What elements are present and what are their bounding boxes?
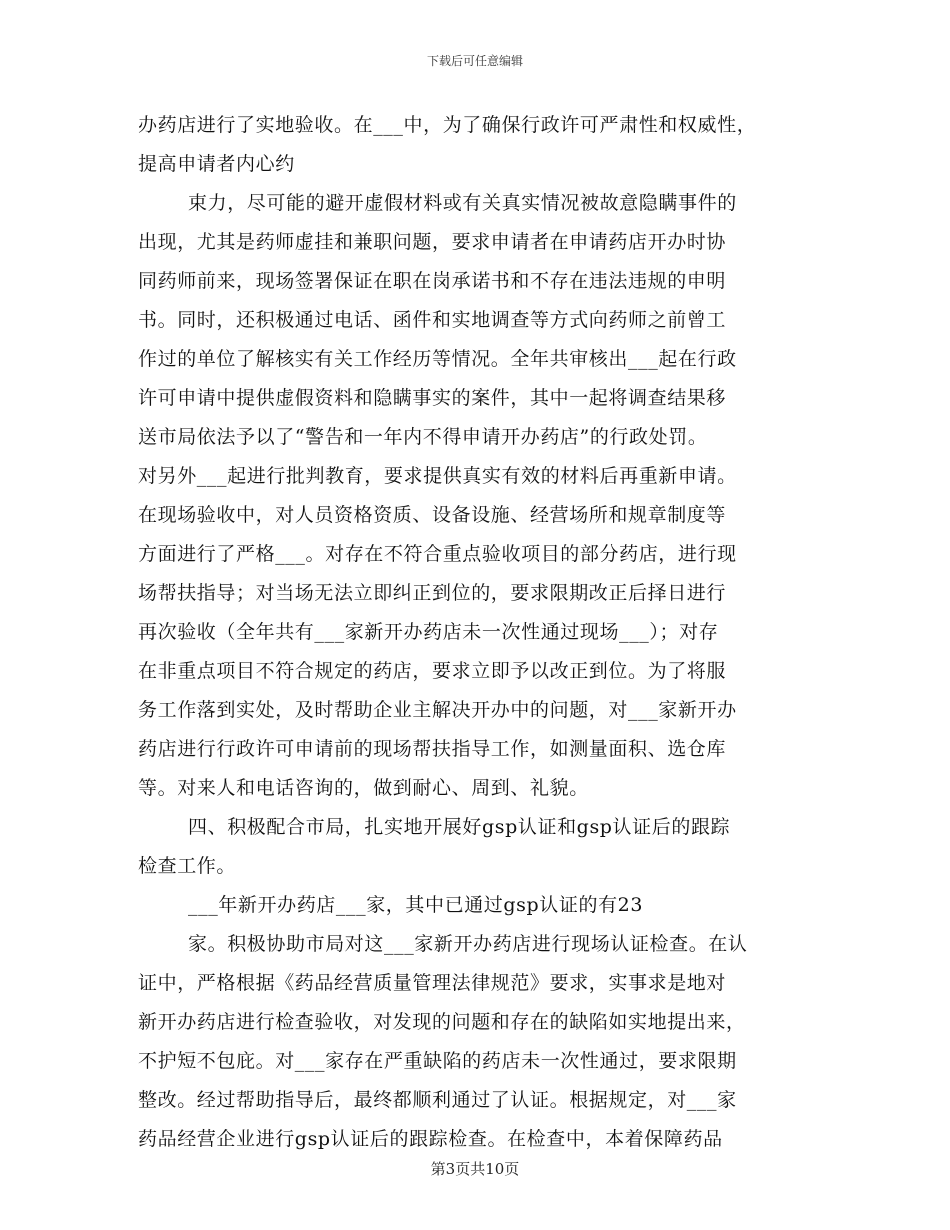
text-line: 书。同时，还积极通过电话、函件和实地调查等方式向药师之前曾工 xyxy=(138,309,727,331)
text-line: 药品经营企业进行gsp认证后的跟踪检查。在检查中，本着保障药品 xyxy=(138,1128,723,1150)
page-header: 下载后可任意编辑 xyxy=(426,54,523,68)
text-line: 新开办药店进行检查验收，对发现的问题和存在的缺陷如实地提出来， xyxy=(138,1011,746,1033)
text-line: 同药师前来，现场签署保证在职在岗承诺书和不存在违法违规的申明 xyxy=(138,270,727,292)
text-line: 整改。经过帮助指导后，最终都顺利通过了认证。根据规定，对___家 xyxy=(138,1089,737,1111)
text-line: 证中，严格根据《药品经营质量管理法律规范》要求，实事求是地对 xyxy=(138,972,727,994)
text-line: 办药店进行了实地验收。在___中，为了确保行政许可严肃性和权威性， xyxy=(138,114,757,136)
text-line: ___年新开办药店___家，其中已通过gsp认证的有23 xyxy=(188,894,644,916)
text-line: 务工作落到实处，及时帮助企业主解决开办中的问题，对___家新开办 xyxy=(138,699,737,721)
text-line: 作过的单位了解核实有关工作经历等情况。全年共审核出___起在行政 xyxy=(138,348,737,370)
document-body xyxy=(138,106,818,1159)
text-line: 出现，尤其是药师虚挂和兼职问题，要求申请者在申请药店开办时协 xyxy=(138,231,727,253)
text-line: 检查工作。 xyxy=(138,855,237,877)
text-line: 束力，尽可能的避开虚假材料或有关真实情况被故意隐瞒事件的 xyxy=(188,192,737,214)
text-line: 许可申请中提供虚假资料和隐瞒事实的案件，其中一起将调查结果移 xyxy=(138,387,727,409)
text-line: 方面进行了严格___。对存在不符合重点验收项目的部分药店，进行现 xyxy=(138,543,737,565)
text-line: 药店进行行政许可申请前的现场帮扶指导工作，如测量面积、选仓库 xyxy=(138,738,727,760)
text-line: 对另外___起进行批判教育，要求提供真实有效的材料后再重新申请。 xyxy=(138,465,737,487)
text-line: 提高申请者内心约 xyxy=(138,153,295,175)
text-line: 场帮扶指导；对当场无法立即纠正到位的，要求限期改正后择日进行 xyxy=(138,582,727,604)
text-line: 在非重点项目不符合规定的药店，要求立即予以改正到位。为了将服 xyxy=(138,660,727,682)
text-line: 再次验收（全年共有___家新开办药店未一次性通过现场___）；对存 xyxy=(138,621,719,643)
text-line: 在现场验收中，对人员资格资质、设备设施、经营场所和规章制度等 xyxy=(138,504,727,526)
text-line: 四、积极配合市局，扎实地开展好gsp认证和gsp认证后的跟踪 xyxy=(188,816,731,838)
page-number-footer: 第3页共10页 xyxy=(430,1160,520,1178)
text-line: 不护短不包庇。对___家存在严重缺陷的药店未一次性通过，要求限期 xyxy=(138,1050,737,1072)
text-line: 等。对来人和电话咨询的，做到耐心、周到、礼貌。 xyxy=(138,777,589,799)
text-line: 家。积极协助市局对这___家新开办药店进行现场认证检查。在认 xyxy=(188,933,748,955)
text-line: 送市局依法予以了“警告和一年内不得申请开办药店”的行政处罚。 xyxy=(138,426,708,448)
